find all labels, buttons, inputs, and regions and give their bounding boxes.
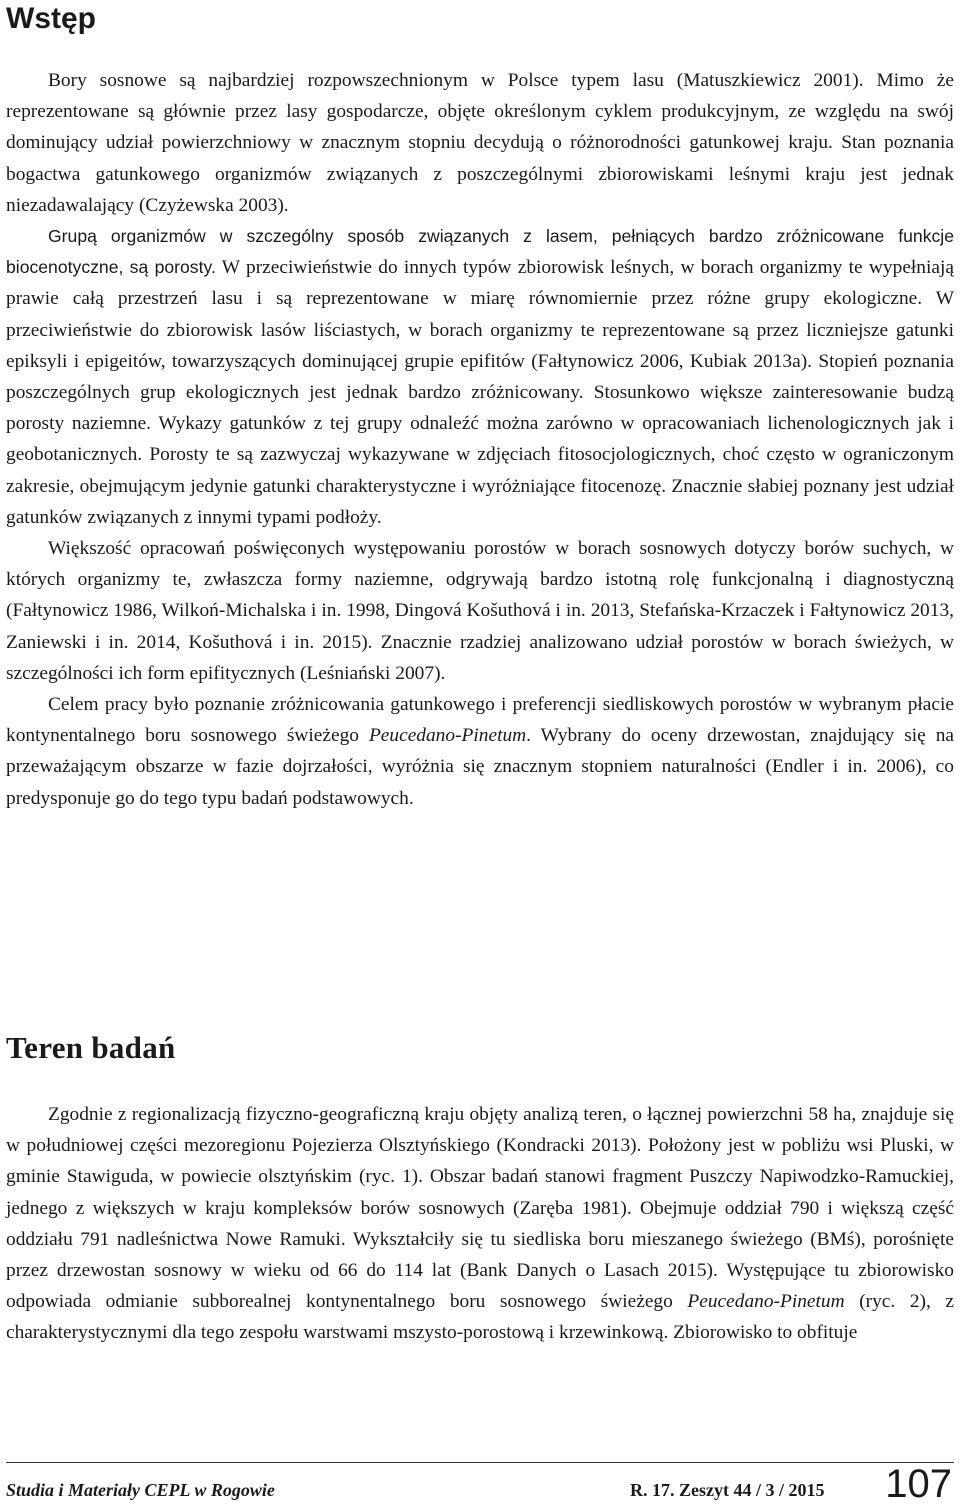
paragraph-intro-1: Bory sosnowe są najbardziej rozpowszechnionym w Polsce typem lasu (Matuszkiewicz 2001). Mimo że reprezentowane są głównie przez lasy gospodarcze, objęte określonym cyklem produkcyjnym, ze względu na swój dominujący udział powierzchniowy w znacznym stopniu decydują o różnorodności gatunkowej kraju. Stan poznania bogactwa gatunkowego organizmów związanych z poszczególnymi zbiorowiskami leśnymi kraju jest jednak niezadawalający (Czyżewska 2003). bbox=[6, 70, 954, 216]
species-name-italic: Peucedano-Pinetum bbox=[687, 1291, 845, 1313]
journal-title: Studia i Materiały CEPL w Rogowie bbox=[6, 1480, 275, 1500]
paragraph-intro-2-sans: Grupą organizmów w szczególny sposób związanych z lasem, pełniących bardzo zróżnicowane funkcje biocenotyczne, są porosty. bbox=[6, 226, 954, 278]
paragraph-intro-3: Większość opracowań poświęconych występowaniu porostów w borach sosnowych dotyczy borów suchych, w których organizmy te, zwłaszcza formy naziemne, odgrywają bardzo istotną rolę funkcjonalną i diagnostyczną (Fałtynowicz 1986, Wilkoń-Michalska i in. 1998, Dingová Košuthová i in. 2013, Stefańska-Krzaczek i Fałtynowicz 2013, Zaniewski i in. 2014, Košuthová i in. 2015). Znacznie rzadziej analizowano udział porostów w borach świeżych, w szczególności ich form epifitycznych (Leśniański 2007). bbox=[6, 538, 954, 684]
paragraph-area-1 bbox=[6, 1099, 954, 1349]
journal-volume: R. 17. Zeszyt 44 / 3 / 2015 bbox=[630, 1480, 825, 1500]
paragraph-intro-4-a: Celem pracy było poznanie zróżnicowania gatunkowego i preferencji siedliskowych porostów w wybranym płacie kontynentalnego boru sosnowego świeżego bbox=[6, 694, 954, 747]
paragraph-area-1-b: (ryc. 2), z charakterystycznymi dla tego zespołu warstwami mszysto-porostową i krzewinkową. Zbiorowisko to obfituje bbox=[6, 1291, 954, 1344]
paragraph-area-1-a: Zgodnie z regionalizacją fizyczno-geograficzną kraju objęty analizą teren, o łącznej powierzchni 58 ha, znajduje się w południowej części mezoregionu Pojezierza Olsztyńskiego (Kondracki 2013). Położony jest w pobliżu wsi Pluski, w gminie Stawiguda, w powiecie olsztyńskim (ryc. 1). Obszar badań stanowi fragment Puszczy Napiwodzko-Ramuckiej, jednego z większych w kraju kompleksów borów sosnowych (Zaręba 1981). Obejmuje oddział 790 i większą część oddziału 791 nadleśnictwa Nowe Ramuki. Wykształciły się tu siedliska boru mieszanego świeżego (BMś), porośnięte przez drzewostan sosnowy w wieku od 66 do 114 lat (Bank Danych o Lasach 2015). Występujące tu zbiorowisko odpowiada odmianie subborealnej kontynentalnego boru sosnowego świeżego bbox=[6, 1104, 954, 1313]
heading-wstep: Wstęp bbox=[6, 2, 96, 35]
section-intro bbox=[6, 65, 954, 814]
paragraph-intro-4 bbox=[6, 689, 954, 814]
footer-divider bbox=[6, 1462, 954, 1463]
page-number: 107 bbox=[885, 1462, 952, 1506]
species-name-italic: Peucedano-Pinetum bbox=[368, 725, 527, 747]
page-footer bbox=[6, 1462, 954, 1512]
heading-teren-badan: Teren badań bbox=[6, 1030, 176, 1065]
paragraph-intro-2 bbox=[6, 221, 954, 533]
paragraph-intro-4-b: . Wybrany do oceny drzewostan, znajdujący się na przeważającym obszarze w fazie dojrzałości, wyróżnia się znacznym stopniem naturalności (Endler i in. 2006), co predysponuje go do tego typu badań podstawowych. bbox=[6, 725, 954, 809]
paragraph-intro-2-serif: W przeciwieństwie do innych typów zbiorowisk leśnych, w borach organizmy te wypełniają prawie całą przestrzeń lasu i są reprezentowane w miarę równomiernie przez różne grupy ekologiczne. W przeciwieństwie do zbiorowisk lasów liściastych, w borach organizmy te reprezentowane są przez liczniejsze gatunki epiksyli i epigeitów, towarzyszących dominującej grupie epifitów (Fałtynowicz 2006, Kubiak 2013a). Stopień poznania poszczególnych grup ekologicznych jest jednak bardzo zróżnicowany. Stosunkowo większe zainteresowanie budzą porosty naziemne. Wykazy gatunków z tej grupy odnaleźć można zarówno w opracowaniach lichenologicznych jak i geobotanicznych. Porosty te są zazwyczaj wykazywane w zdjęciach fitosocjologicznych, choć często w ograniczonym zakresie, obejmującym jedynie gatunki charakterystyczne i wyróżniające fitocenozę. Znacznie słabiej poznany jest udział gatunków związanych z innymi typami podłoży. bbox=[6, 257, 954, 528]
document-page bbox=[6, 0, 954, 1512]
section-area bbox=[6, 1099, 954, 1349]
